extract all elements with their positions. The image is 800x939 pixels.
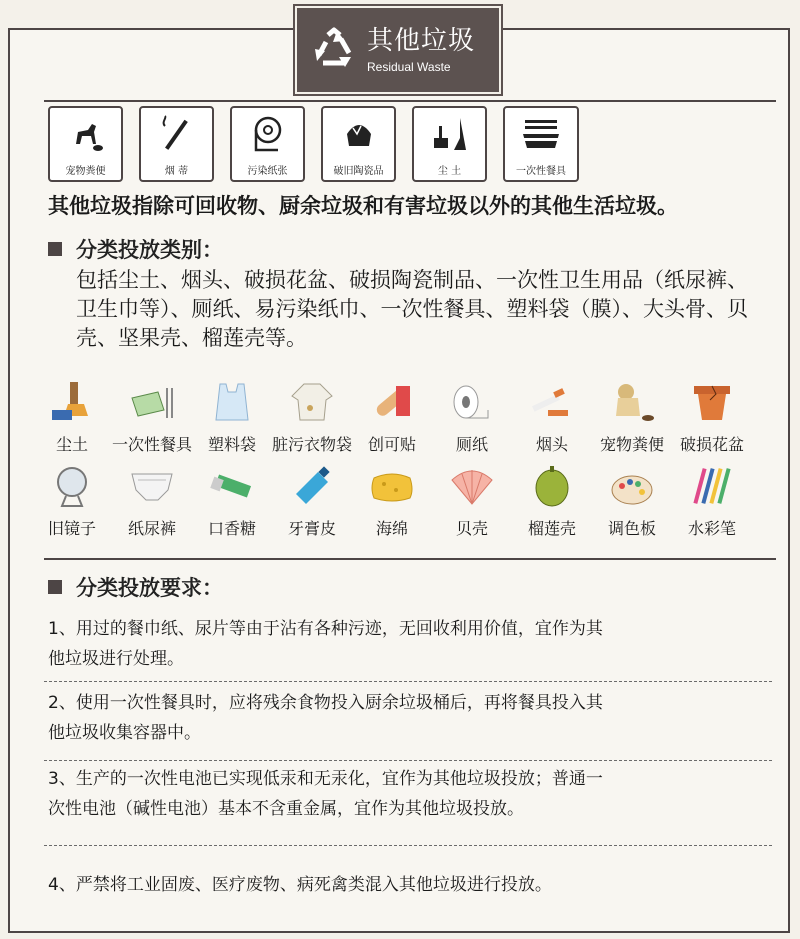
cigarette-butt-icon (528, 380, 576, 424)
icon-card-cigarette (139, 106, 214, 182)
section-title-text: 分类投放要求： (76, 576, 223, 600)
items-row-2 (32, 462, 752, 539)
dog-icon (608, 380, 656, 424)
item-name: 水彩笔 (687, 519, 736, 538)
markers-icon (688, 464, 736, 508)
icon-card-pet-waste (48, 106, 123, 182)
bandage-icon (368, 380, 416, 424)
section-title-requirements (48, 572, 223, 602)
item-name: 脏污衣物袋 (272, 435, 353, 454)
item-durian (512, 462, 592, 539)
icon-card-tableware (503, 106, 579, 182)
durian-icon (528, 464, 576, 508)
dashed-divider (44, 760, 772, 761)
item-name: 破损花盆 (679, 435, 744, 454)
icon-card-row (48, 106, 579, 182)
item-name: 贝壳 (455, 519, 488, 538)
icon-card-label: 烟 蒂 (164, 166, 189, 177)
mirror-icon (48, 464, 96, 508)
rule-item-4 (48, 870, 768, 900)
item-palette (592, 462, 672, 539)
shell-icon (448, 464, 496, 508)
rule-line: 次性电池（碱性电池）基本不含重金属，宜作为其他垃圾投放。 (48, 799, 524, 819)
rule-line: 他垃圾进行处理。 (48, 649, 184, 669)
icon-card-label: 污染纸张 (247, 166, 288, 177)
paper-roll-icon (248, 114, 288, 154)
item-name: 厕纸 (455, 435, 488, 454)
bullet-square (48, 580, 62, 594)
item-markers (672, 462, 752, 539)
toilet-paper-icon (448, 380, 496, 424)
item-name: 调色板 (607, 519, 656, 538)
takeout-box-icon (519, 114, 563, 154)
item-diaper (112, 462, 192, 539)
item-chewing-gum (192, 462, 272, 539)
rule-line: 4、严禁将工业固废、医疗废物、病死禽类混入其他垃圾进行投放。 (48, 875, 552, 895)
section-title-categories (48, 234, 223, 264)
section-title-text: 分类投放类别： (76, 238, 223, 262)
item-bandage (352, 378, 432, 455)
cigarette-icon (157, 114, 197, 154)
flower-pot-icon (688, 380, 736, 424)
dust-icon (48, 380, 96, 424)
bullet-square (48, 242, 62, 256)
divider-top (44, 100, 776, 102)
diaper-icon (128, 464, 176, 508)
item-dust (32, 378, 112, 455)
item-mirror (32, 462, 112, 539)
toothpaste-icon (288, 464, 336, 508)
rule-line: 2、使用一次性餐具时，应将残余食物投入厨余垃圾桶后，再将餐具投入其 (48, 693, 603, 713)
icon-card-ceramic (321, 106, 396, 182)
divider-middle (44, 558, 776, 560)
item-shell (432, 462, 512, 539)
rule-line: 1、用过的餐巾纸、尿片等由于沾有各种污迹，无回收利用价值，宜作为其 (48, 619, 603, 639)
item-name: 纸尿裤 (127, 519, 176, 538)
disposable-tableware-icon (128, 380, 176, 424)
item-name: 牙膏皮 (287, 519, 336, 538)
recycle-icon (311, 27, 357, 73)
item-toothpaste (272, 462, 352, 539)
item-name: 创可贴 (367, 435, 416, 454)
item-cigarette-butt (512, 378, 592, 455)
ceramic-icon (339, 114, 379, 154)
header-title-en: Residual Waste (367, 60, 451, 74)
rule-item-2 (48, 688, 768, 748)
dustpan-icon (430, 114, 470, 154)
intro-text: 其他垃圾指除可回收物、厨余垃圾和有害垃圾以外的其他生活垃圾。 (48, 194, 678, 218)
icon-card-paper (230, 106, 305, 182)
rule-line: 他垃圾收集容器中。 (48, 723, 201, 743)
header-banner (295, 6, 501, 94)
item-dirty-clothes (272, 378, 352, 455)
icon-card-label: 宠物粪便 (65, 166, 106, 177)
item-plastic-bag (192, 378, 272, 455)
item-toilet-paper (432, 378, 512, 455)
rule-line: 3、生产的一次性电池已实现低汞和无汞化，宜作为其他垃圾投放；普通一 (48, 769, 603, 789)
item-name: 榴莲壳 (527, 519, 576, 538)
pet-waste-icon (66, 114, 106, 154)
icon-card-label: 一次性餐具 (516, 166, 566, 177)
plastic-bag-icon (208, 380, 256, 424)
categories-description: 包括尘土、烟头、破损花盆、破损陶瓷制品、一次性卫生用品（纸尿裤、卫生巾等）、厕纸、易污染纸巾、一次性餐具、塑料袋（膜）、大头骨、贝壳、坚果壳、榴莲壳等。 (76, 268, 748, 350)
header-title-cn: 其他垃圾 (367, 26, 476, 56)
item-name: 旧镜子 (47, 519, 96, 538)
item-flower-pot (672, 378, 752, 455)
item-name: 塑料袋 (207, 435, 256, 454)
item-name: 口香糖 (207, 519, 256, 538)
item-name: 宠物粪便 (599, 435, 664, 454)
icon-card-label: 尘 土 (437, 166, 462, 177)
dashed-divider (44, 845, 772, 846)
item-name: 一次性餐具 (112, 435, 193, 454)
icon-card-dust (412, 106, 487, 182)
rule-item-1 (48, 614, 768, 674)
item-tableware (112, 378, 192, 455)
chewing-gum-icon (208, 464, 256, 508)
items-row-1 (32, 378, 752, 455)
dashed-divider (44, 681, 772, 682)
item-name: 烟头 (535, 435, 568, 454)
item-sponge (352, 462, 432, 539)
item-name: 尘土 (55, 435, 88, 454)
sponge-icon (368, 464, 416, 508)
item-pet-waste (592, 378, 672, 455)
dirty-clothes-icon (288, 380, 336, 424)
palette-icon (608, 464, 656, 508)
item-name: 海绵 (375, 519, 408, 538)
icon-card-label: 破旧陶瓷品 (333, 166, 384, 177)
rule-item-3 (48, 764, 768, 824)
